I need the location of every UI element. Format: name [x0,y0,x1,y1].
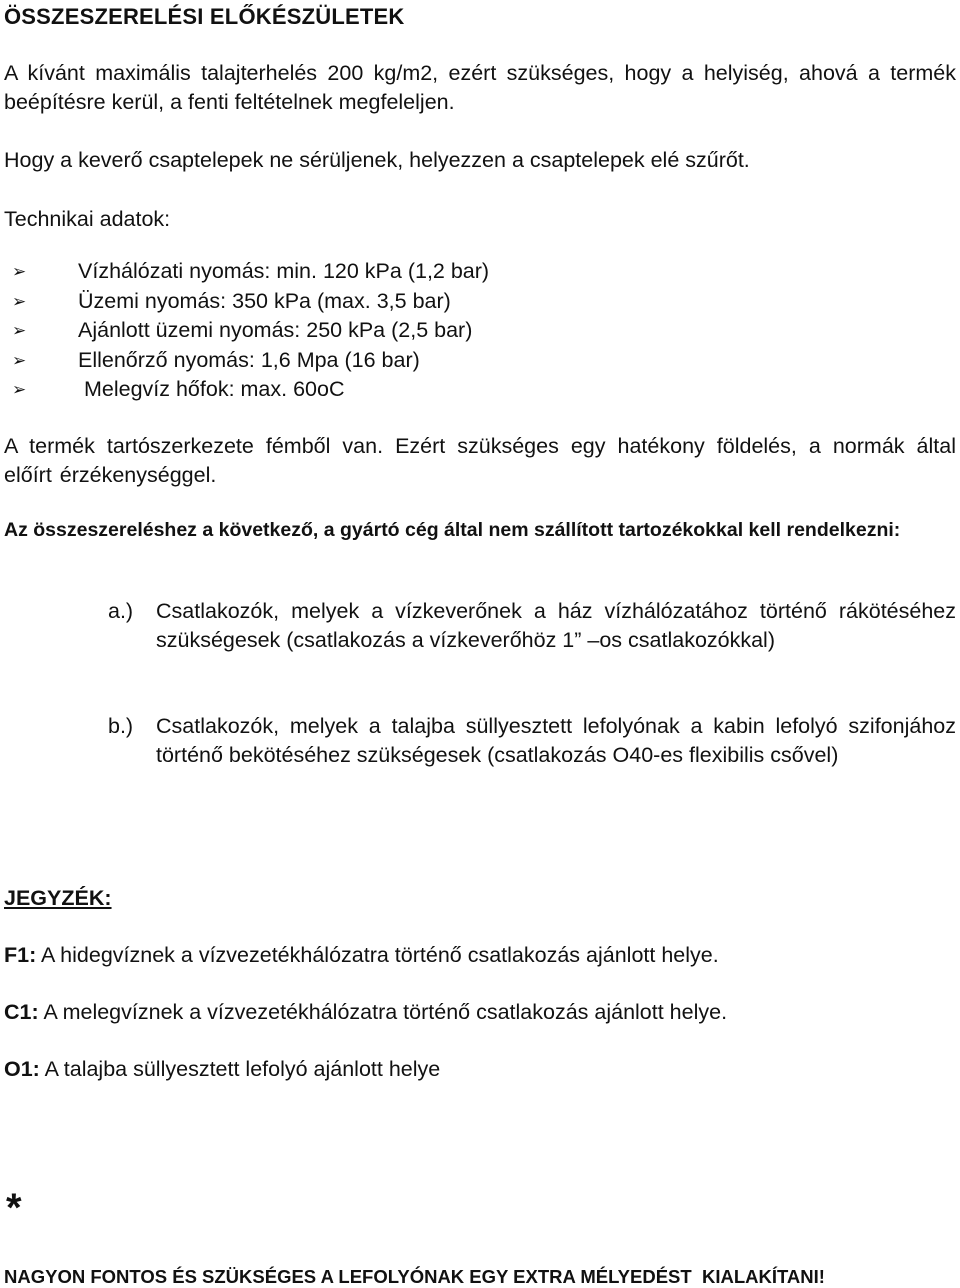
document-title: ÖSSZESZERELÉSI ELŐKÉSZÜLETEK [4,4,405,29]
technical-data-heading: Technikai adatok: [4,207,171,231]
legend-text: A hidegvíznek a vízvezetékhálózatra történő csatlakozás ajánlott helye. [41,943,719,967]
arrowhead-bullet-icon: ➢ [12,291,27,311]
list-item: ➢ Melegvíz hőfok: max. 60oC [12,375,489,405]
list-item: ➢ Vízhálózati nyomás: min. 120 kPa (1,2 bar) [12,257,489,287]
item-label: b.) [108,714,134,738]
accessory-item-b [108,712,956,769]
arrowhead-bullet-icon: ➢ [12,262,27,281]
legend-item-o1 [4,1055,956,1084]
grounding-paragraph: A termék tartószerkezete fémből van. Ezért szükséges egy hatékony földelés, a normák által előírt érzékenységgel. [4,434,956,487]
legend-item-c1 [4,998,956,1027]
item-label: a.) [108,599,134,623]
legend-heading: JEGYZÉK: [4,886,112,910]
asterisk-icon: * [6,1186,22,1230]
legend-code: O1: [4,1057,40,1081]
list-item: ➢ Ajánlott üzemi nyomás: 250 kPa (2,5 bar) [12,316,489,346]
item-text: Csatlakozók, melyek a talajba süllyesztett lefolyónak a kabin lefolyó szifonjához történő bekötéséhez szükségesek (csatlakozás O40-es flexibilis csővel) [156,714,956,767]
legend-item-f1 [4,941,956,970]
legend-text: A melegvíznek a vízvezetékhálózatra történő csatlakozás ajánlott helye. [43,1000,728,1024]
list-item: ➢ Üzemi nyomás: 350 kPa (max. 3,5 bar) [12,287,489,317]
arrowhead-bullet-icon: ➢ [12,321,27,340]
filter-instruction-paragraph: Hogy a keverő csaptelepek ne sérüljenek, helyezzen a csaptelepek elé szűrőt. [4,148,750,172]
arrowhead-bullet-icon: ➢ [12,350,27,370]
legend-code: C1: [4,1000,39,1024]
item-text: Csatlakozók, melyek a vízkeverőnek a ház vízhálózatához történő rákötéséhez szükségesek (csatlakozás a vízkeverőhöz 1” –os csatlakozókkal) [156,599,956,652]
accessory-item-a [108,597,956,654]
arrowhead-bullet-icon: ➢ [12,380,27,399]
required-accessories-paragraph: Az összeszereléshez a következő, a gyártó cég által nem szállított tartozékokkal kell rendelkezni: [4,519,901,541]
legend-code: F1: [4,943,37,967]
technical-data-list [12,257,489,405]
load-requirement-paragraph: A kívánt maximális talajterhelés 200 kg/m2, ezért szükséges, hogy a helyiség, ahová a termék beépítésre kerül, a fenti feltételnek megfeleljen. [4,61,956,114]
final-important-note: NAGYON FONTOS ÉS SZÜKSÉGES A LEFOLYÓNAK EGY EXTRA MÉLYEDÉST KIALAKÍTANI! [4,1265,825,1287]
list-item: ➢ Ellenőrző nyomás: 1,6 Mpa (16 bar) [12,346,489,376]
legend-text: A talajba süllyesztett lefolyó ajánlott helye [44,1057,441,1081]
